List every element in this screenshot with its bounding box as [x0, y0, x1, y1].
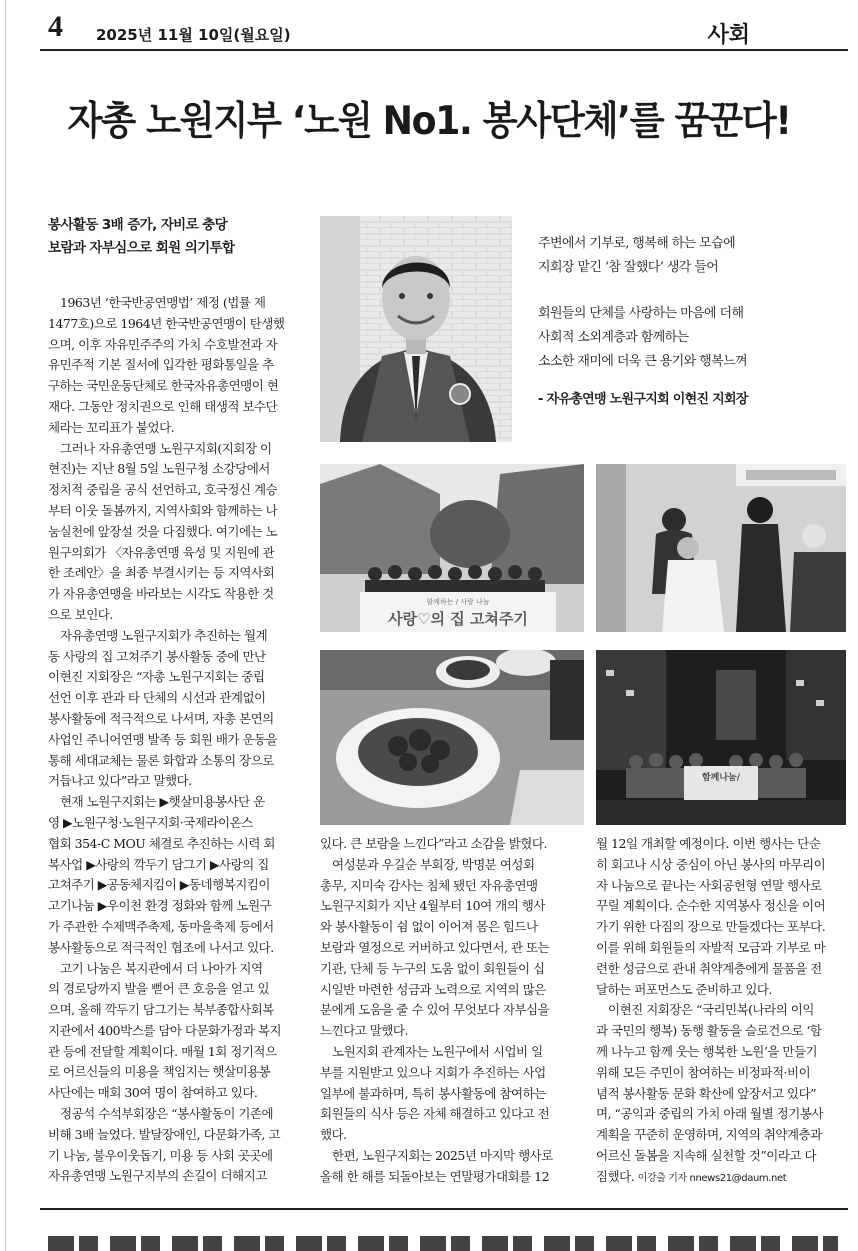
subheadline-line: 보람과 자부심으로 회원 의기투합 — [48, 240, 235, 256]
article-line: 월 12일 개최할 예정이다. 이번 행사는 단순 — [596, 836, 821, 851]
page-header — [0, 0, 858, 52]
pull-quote — [538, 232, 838, 407]
article-line: 그러나 자유총연맹 노원구지회(지회장 이 — [48, 440, 272, 456]
article-line: 보람과 열정으로 커버하고 있다면서, 관 또는 — [320, 939, 550, 955]
article-line: 기관, 단체 등 누구의 도움 없이 회원들이 십 — [320, 960, 545, 976]
article-line: 협회 354-C MOU 체결로 추진하는 시력 회 — [48, 835, 275, 851]
article-line: 기 나눔, 불우이웃돕기, 미용 등 사회 곳곳에 — [48, 1147, 273, 1163]
article-line: 어르신 돌봄을 지속해 실천할 것”이라고 다 — [596, 1147, 817, 1163]
article-line: 와 봉사활동이 쉼 없이 이어져 몸은 힘드나 — [320, 919, 538, 935]
article-line: 정치적 중립을 공식 선언하고, 호국정신 계승 — [48, 482, 278, 498]
article-line: 자유총연맹 노원구지부의 손길이 더해지고 — [48, 1168, 267, 1184]
article-line: 으며, 올해 깍두기 담그기는 북부종합사회복 — [48, 1002, 274, 1018]
article-line: 꾸릴 계획이다. 순수한 지역봉사 정신을 이어 — [596, 898, 826, 914]
portrait-photo — [320, 216, 512, 442]
article-column-1 — [48, 293, 310, 1187]
article-line: 1963년 ‘한국반공연맹법’ 제정 (법률 제 — [48, 295, 266, 310]
article-line: 구하는 국민운동단체로 한국자유총연맹이 현 — [48, 378, 279, 394]
article-line: 봉사활동으로 적극적인 협조에 나서고 있다. — [48, 939, 274, 955]
article-line: 회원들의 식사 등은 자체 해결하고 있다고 전 — [320, 1106, 550, 1122]
article-line: 달하는 퍼포먼스도 준비하고 있다. — [596, 981, 772, 997]
article-line: 거듭나고 있다”라고 말했다. — [48, 773, 192, 789]
article-line: 고기 나눔은 복지관에서 더 나아가 지역 — [48, 960, 263, 976]
subheadline-line: 봉사활동 3배 증가, 자비로 충당 — [48, 217, 228, 233]
article-line: 봉사활동에 적극적으로 나서며, 자총 본연의 — [48, 710, 274, 726]
article-line: 여성분과 우길순 부회장, 박명분 여성회 — [320, 856, 535, 872]
quote-attribution: - 자유총연맹 노원구지회 이현진 지회장 — [538, 392, 748, 407]
page-number: 4 — [48, 10, 63, 43]
article-line: 총무, 지미숙 감사는 침체 됐던 자유총연맹 — [320, 877, 538, 893]
page-edge-rule — [5, 0, 6, 1251]
headline: 자총 노원지부 ‘노원 No1. 봉사단체’를 꿈꾼다! — [67, 99, 791, 144]
article-column-2 — [320, 834, 584, 1188]
article-line: 한 조례안〉을 최종 부결시키는 등 지역사회 — [48, 565, 275, 581]
article-line: 며, “공익과 중립의 가치 아래 월별 정기봉사 — [596, 1106, 823, 1122]
article-line: 과 국민의 행복) 동행 활동을 슬로건으로 ‘함 — [596, 1023, 822, 1039]
article-line: 노원지회 관계자는 노원구에서 시업비 일 — [320, 1043, 543, 1059]
article-line: 히 회고나 시상 중심이 아닌 봉사의 마무리이 — [596, 856, 826, 872]
reporter-byline: 이강출 기자 nnews21@daum.net — [637, 1172, 787, 1184]
article-line: 동 사랑의 집 고쳐주기 봉사활동 중에 만난 — [48, 648, 266, 664]
article-line: 의 경로당까지 발을 뻗어 큰 호응을 얻고 있 — [48, 981, 270, 997]
article-line: 사단에는 매회 30여 명이 참여하고 있다. — [48, 1085, 258, 1101]
article-line: 으로 보인다. — [48, 606, 113, 622]
article-line: 자 나눔으로 끝나는 사회공헌형 연말 행사로 — [596, 877, 822, 893]
haircut-volunteer-photo — [596, 464, 846, 632]
article-line: 노원구지회가 지난 4월부터 10여 개의 행사 — [320, 898, 545, 914]
article-line: 일부에 불과하며, 특히 봉사활동에 참여하는 — [320, 1085, 546, 1101]
article-line: 가 주관한 수제맥주축제, 동마을축제 등에서 — [48, 918, 274, 934]
article-line: 비해 3배 늘었다. 발달장애인, 다문화가족, 고 — [48, 1126, 281, 1142]
food-plate-photo — [320, 650, 584, 825]
article-line: 고기나눔 ▶우이천 환경 정화와 함께 노원구 — [48, 898, 272, 914]
next-headline-cutoff — [0, 1236, 858, 1251]
article-line: 올해 한 해를 되돌아보는 연말평가대회를 12 — [320, 1168, 550, 1184]
section-name: 사회 — [707, 23, 750, 48]
article-line: 위해 모든 주민이 참여하는 비정파적·비이 — [596, 1064, 811, 1080]
article-line: 체라는 꼬리표가 붙었다. — [48, 419, 175, 435]
article-line: 눔실천에 앞장설 것을 다짐했다. 여기에는 노 — [48, 523, 278, 539]
footer-rule — [40, 1208, 848, 1210]
article-line: 이를 위해 회원들의 자발적 모금과 기부로 마 — [596, 939, 826, 955]
article-line: 께 나누고 함께 웃는 행복한 노원’을 만들기 — [596, 1043, 818, 1059]
article-line: 련한 성금으로 관내 취약계층에게 물품을 전 — [596, 960, 822, 976]
article-column-3 — [596, 834, 848, 1188]
night-group-photo — [596, 650, 846, 825]
banner-small-text: 함께하는 / 사랑 나눔 — [426, 598, 490, 606]
article-line: 사업인 주니어연맹 발족 등 회원 배가 운동을 — [48, 731, 278, 747]
quote-line: 지회장 맡긴 ‘참 잘했다’ 생각 들어 — [538, 260, 719, 275]
article-line: 현진)는 지난 8월 5일 노원구청 소강당에서 — [48, 461, 270, 477]
article-line: 복사업 ▶사랑의 깍두기 담그기 ▶사랑의 집 — [48, 856, 269, 872]
article-line: 했다. — [320, 1127, 347, 1143]
article-line: 현재 노원구지회는 ▶햇살미용봉사단 운 — [48, 794, 265, 810]
article-line: 로 어르신들의 미용을 책임지는 햇살미용봉 — [48, 1064, 271, 1080]
article-line: 계획을 꾸준히 운영하며, 지역의 취약계층과 — [596, 1127, 822, 1143]
issue-date: 2025년 11월 10일(월요일) — [96, 26, 291, 44]
article-line: 으며, 이후 자유민주주의 가치 수호발전과 자 — [48, 336, 278, 352]
article-line: 한편, 노원구지회는 2025년 마지막 행사로 — [320, 1147, 553, 1163]
article-line: 시일반 마련한 성금과 노력으로 지역의 많은 — [320, 981, 546, 997]
article-line: 정공석 수석부회장은 “봉사활동이 기존에 — [48, 1106, 274, 1122]
article-line: 념적 봉사활동 문화 확산에 앞장서고 있다” — [596, 1085, 817, 1101]
quote-line: 사회적 소외계층과 함께하는 — [538, 330, 689, 345]
article-line: 분에게 도움을 줄 수 있어 무엇보다 자부심을 — [320, 1002, 550, 1018]
article-line: 이현진 지회장은 “국리민복(나라의 이익 — [596, 1002, 814, 1018]
article-line: 자유총연맹 노원구지회가 추진하는 월계 — [48, 627, 268, 643]
article-line: 지관에서 400박스를 담아 다문화가정과 복지 — [48, 1022, 282, 1038]
article-line: 재다. 그동안 정치권으로 인해 태생적 보수단 — [48, 398, 278, 414]
article-line: 영 ▶노원구청·노원구지회·국제라이온스 — [48, 814, 253, 830]
quote-line: 회원들의 단체를 사랑하는 마음에 더해 — [538, 306, 744, 321]
header-rule — [40, 49, 848, 51]
night-banner-text: 함께나눔/ — [701, 773, 741, 783]
article-line: 가 자유총연맹을 바라보는 시각도 작용한 것 — [48, 586, 274, 602]
article-line: 1477호)으로 1964년 한국반공연맹이 탄생했 — [48, 315, 285, 331]
article-line: 가기 위한 다짐의 장으로 만들겠다는 포부다. — [596, 919, 826, 935]
article-line: 부를 지원받고 있으나 지회가 추진하는 사업 — [320, 1064, 546, 1080]
article-line: 선언 이후 관과 타 단체의 시선과 관계없이 — [48, 690, 266, 706]
volunteer-group-photo — [320, 464, 584, 632]
article-line: 부터 이웃 돌봄까지, 지역사회와 함께하는 나 — [48, 502, 278, 518]
article-line: 있다. 큰 보람을 느낀다”라고 소감을 밝혔다. — [320, 836, 547, 851]
article-line: 느낀다고 말했다. — [320, 1023, 408, 1039]
article-line: 고쳐주기 ▶공동체지킴이 ▶동네행복지킴이 — [48, 877, 270, 893]
article-line: 관 등에 전달할 계획이다. 매월 1회 정기적으 — [48, 1043, 277, 1059]
subheadline — [48, 214, 318, 260]
quote-line: 소소한 재미에 더욱 큰 용기와 행복느껴 — [538, 354, 747, 369]
article-line-with-byline — [596, 1167, 848, 1188]
article-line: 짐했다. — [596, 1168, 635, 1184]
banner-text: 사랑♡의 집 고쳐주기 — [388, 610, 528, 628]
article-line: 이현진 지회장은 “자총 노원구지회는 중립 — [48, 669, 265, 685]
article-line: 통해 세대교체는 물론 화합과 소통의 장으로 — [48, 752, 274, 768]
article-line: 원구의회가 〈자유총연맹 육성 및 지원에 관 — [48, 544, 275, 560]
quote-line: 주변에서 기부로, 행복해 하는 모습에 — [538, 236, 736, 251]
article-line: 유민주적 기본 질서에 입각한 평화통일을 추 — [48, 357, 274, 373]
